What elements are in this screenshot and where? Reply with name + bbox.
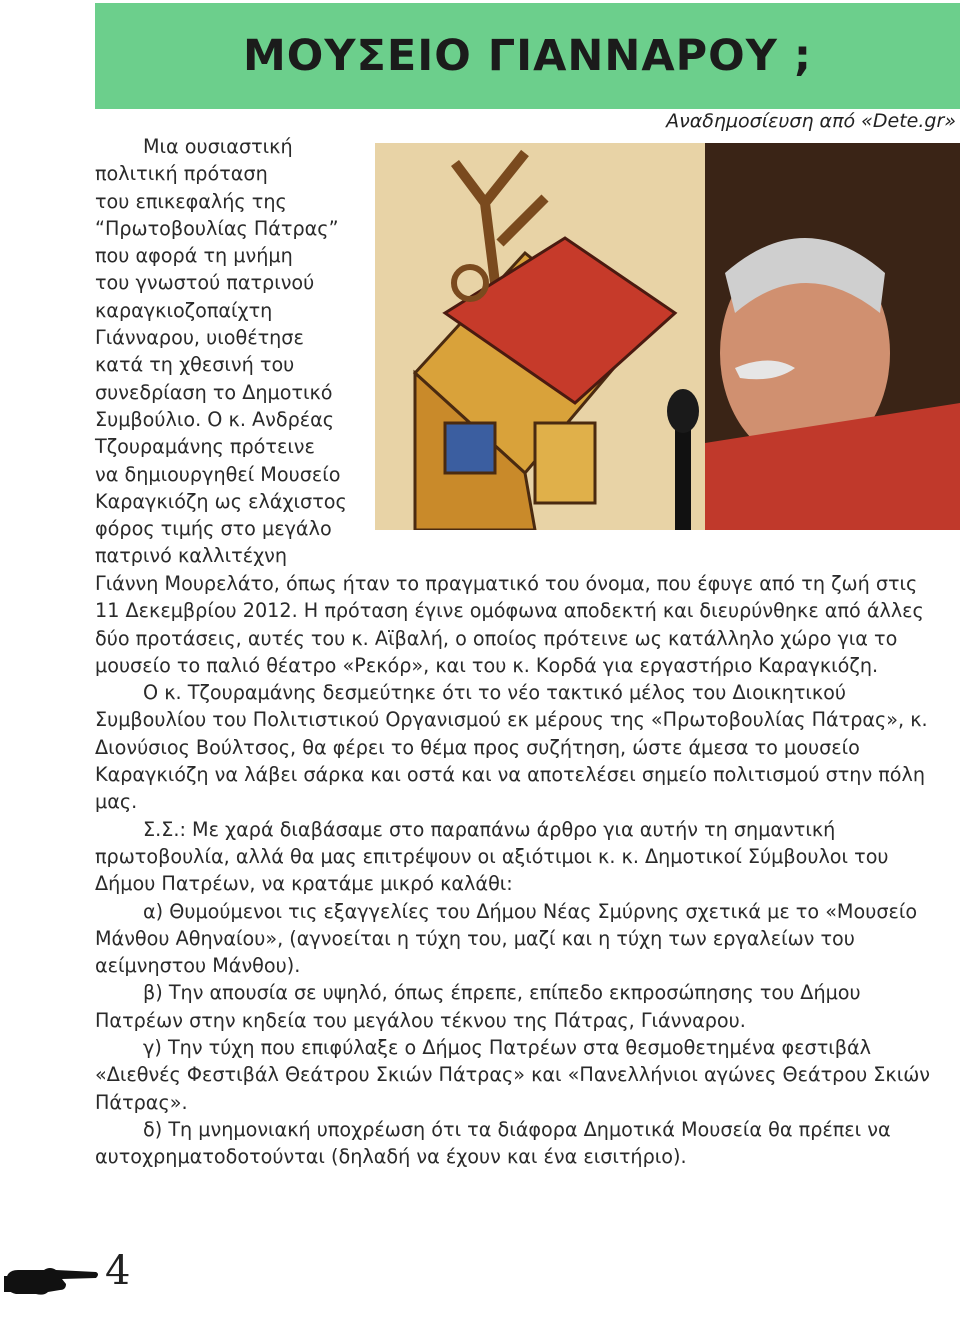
pointing-hand-icon [4,1262,100,1298]
paragraph: δ) Τη μνημονιακή υποχρέωση ότι τα διάφορα Δημοτικά Μουσεία θα πρέπει να αυτοχρηματοδοτούνται (δηλαδή να έχουν και ένα εισιτήριο). [95,1117,891,1169]
intro-line: να δημιουργηθεί Μουσείο [95,462,341,486]
photo-man-with-microphone-and-shadow-puppet-house [375,143,960,530]
article-photo [375,143,960,530]
intro-line: Γιάνναρου, υιοθέτησε [95,326,304,350]
source-note: Αναδημοσίευση από «Dete.gr» [666,110,956,132]
paragraph: γ) Την τύχη που επιφύλαξε ο Δήμος Πατρέων στα θεσμοθετημένα φεστιβάλ «Διεθνές Φεστιβάλ Θεάτρου Σκιών Πάτρας» και «Πανελλήνιοι αγώνες Θεάτρου Σκιών Πάτρας». [95,1036,930,1114]
intro-line: “Πρωτοβουλίας Πάτρας” [95,216,339,240]
intro-line: συνεδρίαση το Δημοτικό [95,380,333,404]
intro-line: φόρος τιμής στο μεγάλο [95,517,332,541]
article-body [95,570,945,1171]
page-number: 4 [105,1248,131,1294]
header-band [95,3,960,109]
intro-line: κατά τη χθεσινή του [95,353,295,377]
intro-line: πολιτική πρόταση [95,162,268,186]
intro-line: που αφορά τη μνήμη [95,244,293,268]
paragraph: Σ.Σ.: Με χαρά διαβάσαμε στο παραπάνω άρθρο για αυτήν τη σημαντική πρωτοβουλία, αλλά θα μας επιτρέψουν οι αξιότιμοι κ. κ. Δημοτικοί Σύμβουλοι του Δήμου Πατρέων, να κρατάμε μικρό καλάθι: [95,817,889,896]
intro-line: του επικεφαλής της [95,189,287,213]
intro-line: του γνωστού πατρινού [95,271,315,295]
paragraph: Γιάννη Μουρελάτο, όπως ήταν το πραγματικό του όνομα, που έφυγε από τη ζωή στις 11 Δεκεμβρίου 2012. Η πρόταση έγινε ομόφωνα αποδεκτή και διευρύνθηκε από άλλες δύο προτάσεις, αυτές του κ. Αϊβαλή, ο οποίος πρότεινε ως κατάλληλο χώρο για το μουσείο το παλιό θέατρο «Ρεκόρ», και του κ. Κορδά για εργαστήριο Καραγκιόζη. [95,572,924,677]
intro-line: καραγκιοζοπαίχτη [95,298,273,322]
intro-line: Συμβούλιο. Ο κ. Ανδρέας [95,407,335,431]
page-title: ΜΟΥΣΕΙΟ ΓΙΑΝΝΑΡΟΥ ; [242,31,813,81]
intro-line: Καραγκιόζη ως ελάχιστος [95,489,347,513]
intro-column [95,133,365,570]
intro-line: Τζουραμάνης πρότεινε [95,435,315,459]
paragraph: β) Την απουσία σε υψηλό, όπως έπρεπε, επίπεδο εκπροσώπησης του Δήμου Πατρέων στην κηδεία του μεγάλου τέκνου της Πάτρας, Γιάνναρου. [95,981,861,1032]
intro-line: πατρινό καλλιτέχνη [95,544,288,568]
intro-line: Μια ουσιαστική [143,135,293,158]
paragraph: α) Θυμούμενοι τις εξαγγελίες του Δήμου Νέας Σμύρνης σχετικά με το «Μουσείο Μάνθου Αθηναίου», (αγνοείται η τύχη του, μαζί και η τύχη των εργαλείων του αείμνηστου Μάνθου). [95,899,918,978]
paragraph: Ο κ. Τζουραμάνης δεσμεύτηκε ότι το νέο τακτικό μέλος του Διοικητικού Συμβουλίου του Πολιτιστικού Οργανισμού εκ μέρους της «Πρωτοβουλίας Πάτρας», κ. Διονύσιος Βούλτσος, θα φέρει το θέμα προς συζήτηση, ώστε άμεσα το μουσείο Καραγκιόζη να λάβει σάρκα και οστά και να αποτελέσει σημείο πολιτισμού στην πόλη μας. [95,681,928,814]
